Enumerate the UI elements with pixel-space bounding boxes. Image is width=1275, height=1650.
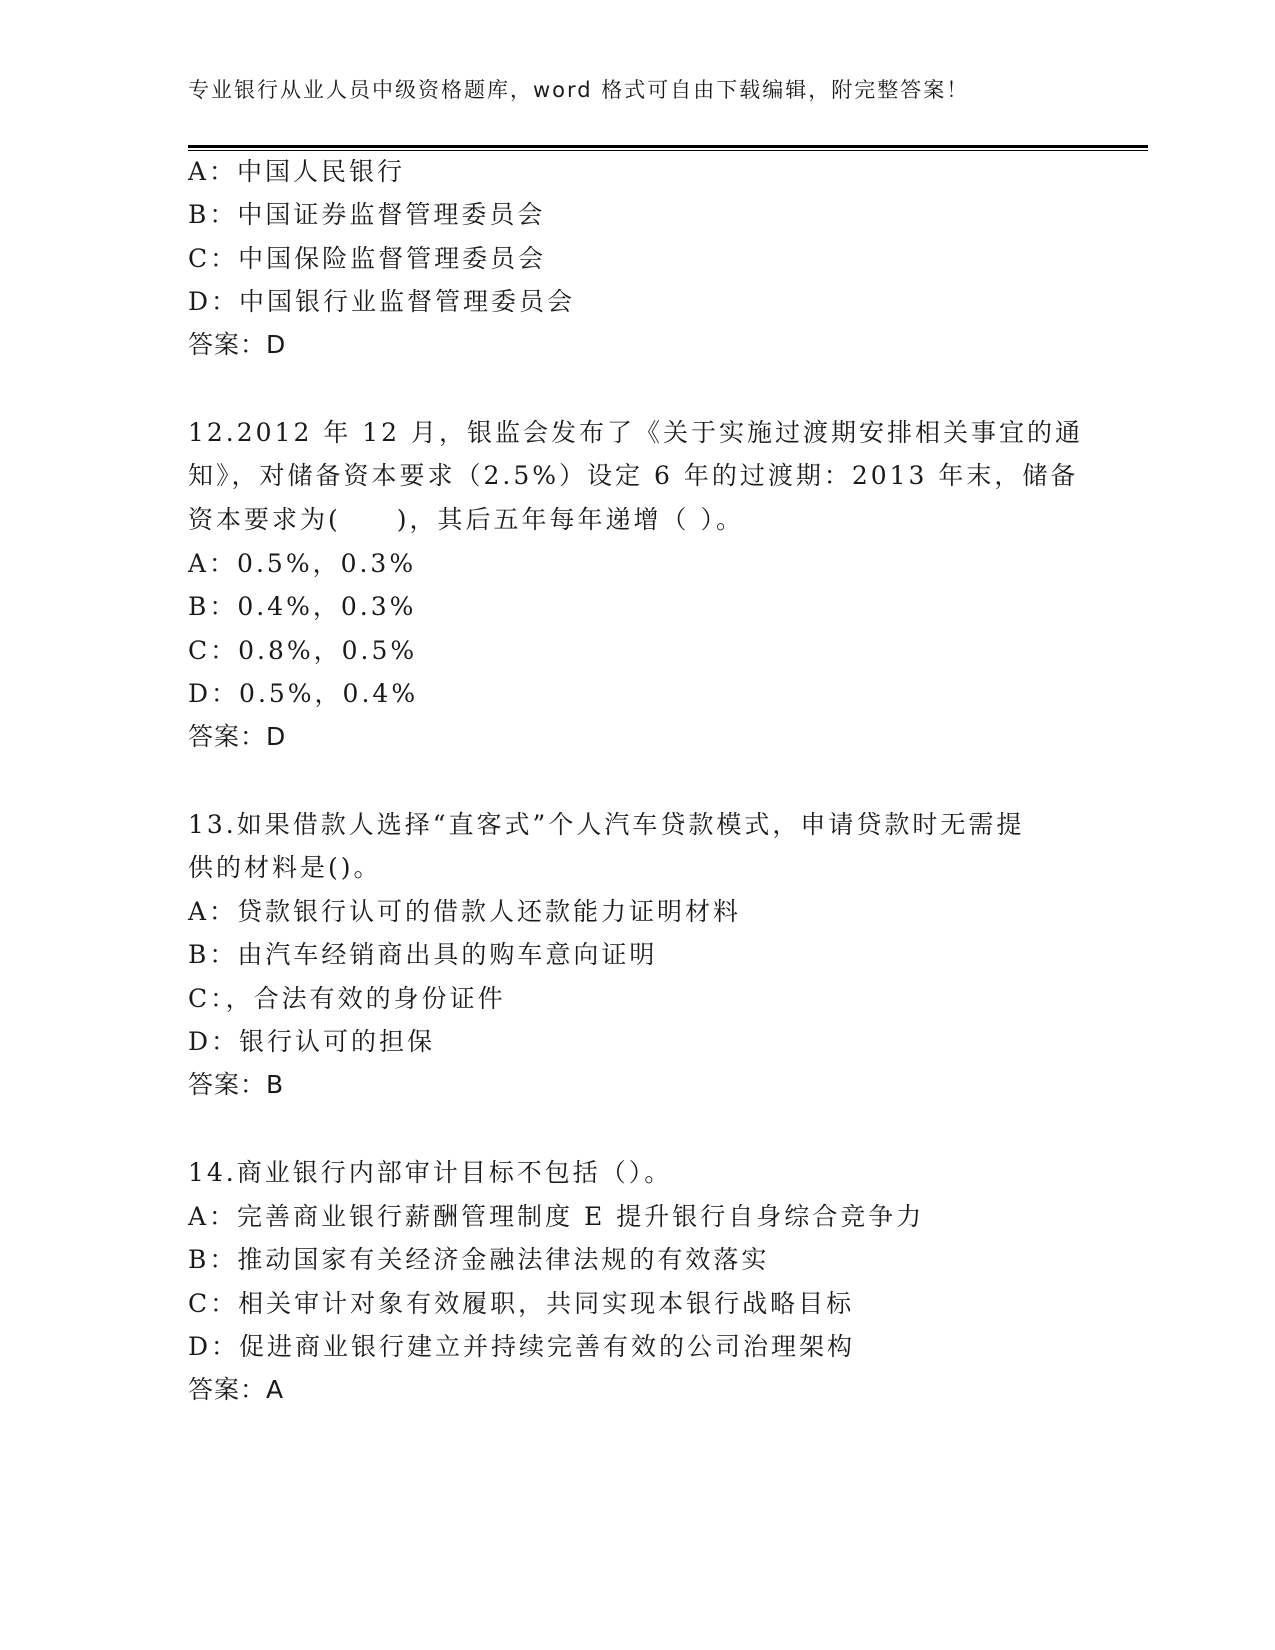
q13-option-d: D：银行认可的担保 (188, 1027, 436, 1056)
q13-stem-line-2: 供的材料是()。 (188, 853, 382, 882)
q11-option-a: A：中国人民银行 (188, 157, 406, 186)
q12-stem-line-3: 资本要求为( )，其后五年每年递增（ ）。 (188, 505, 744, 534)
q13-option-b: B：由汽车经销商出具的购车意向证明 (188, 940, 658, 969)
q11-answer: 答案：D (188, 330, 287, 359)
q12-answer: 答案：D (188, 722, 287, 751)
q12-option-c: C：0.8%，0.5% (188, 636, 418, 665)
q14-option-b: B：推动国家有关经济金融法律法规的有效落实 (188, 1245, 770, 1274)
q14-option-d: D：促进商业银行建立并持续完善有效的公司治理架构 (188, 1332, 856, 1361)
q14-stem-line-1: 14.商业银行内部审计目标不包括（）。 (188, 1158, 673, 1187)
q12-option-a: A：0.5%，0.3% (188, 549, 417, 578)
header-title: 专业银行从业人员中级资格题库，word 格式可自由下载编辑，附完整答案！ (188, 78, 970, 102)
q13-stem-line-1: 13.如果借款人选择“直客式”个人汽车贷款模式，申请贷款时无需提 (188, 810, 1025, 839)
q14-option-a: A：完善商业银行薪酬管理制度 E 提升银行自身综合竞争力 (188, 1202, 925, 1231)
q13-option-c: C：，合法有效的身份证件 (188, 984, 506, 1013)
header-rule-thin (188, 150, 1148, 151)
q13-answer: 答案：B (188, 1070, 285, 1099)
q12-stem-line-1: 12.2012 年 12 月，银监会发布了《关于实施过渡期安排相关事宜的通 (188, 418, 1084, 447)
q14-option-c: C：相关审计对象有效履职，共同实现本银行战略目标 (188, 1289, 855, 1318)
header-rule-thick (188, 145, 1148, 148)
q12-stem-line-2: 知》，对储备资本要求（2.5%）设定 6 年的过渡期：2013 年末，储备 (188, 461, 1079, 490)
q11-option-d: D：中国银行业监督管理委员会 (188, 287, 576, 316)
q11-option-c: C：中国保险监督管理委员会 (188, 244, 547, 273)
q14-answer: 答案：A (188, 1375, 285, 1404)
q13-option-a: A：贷款银行认可的借款人还款能力证明材料 (188, 897, 742, 926)
q11-option-b: B：中国证券监督管理委员会 (188, 200, 546, 229)
q12-option-d: D：0.5%，0.4% (188, 679, 419, 708)
q12-option-b: B：0.4%，0.3% (188, 592, 417, 621)
